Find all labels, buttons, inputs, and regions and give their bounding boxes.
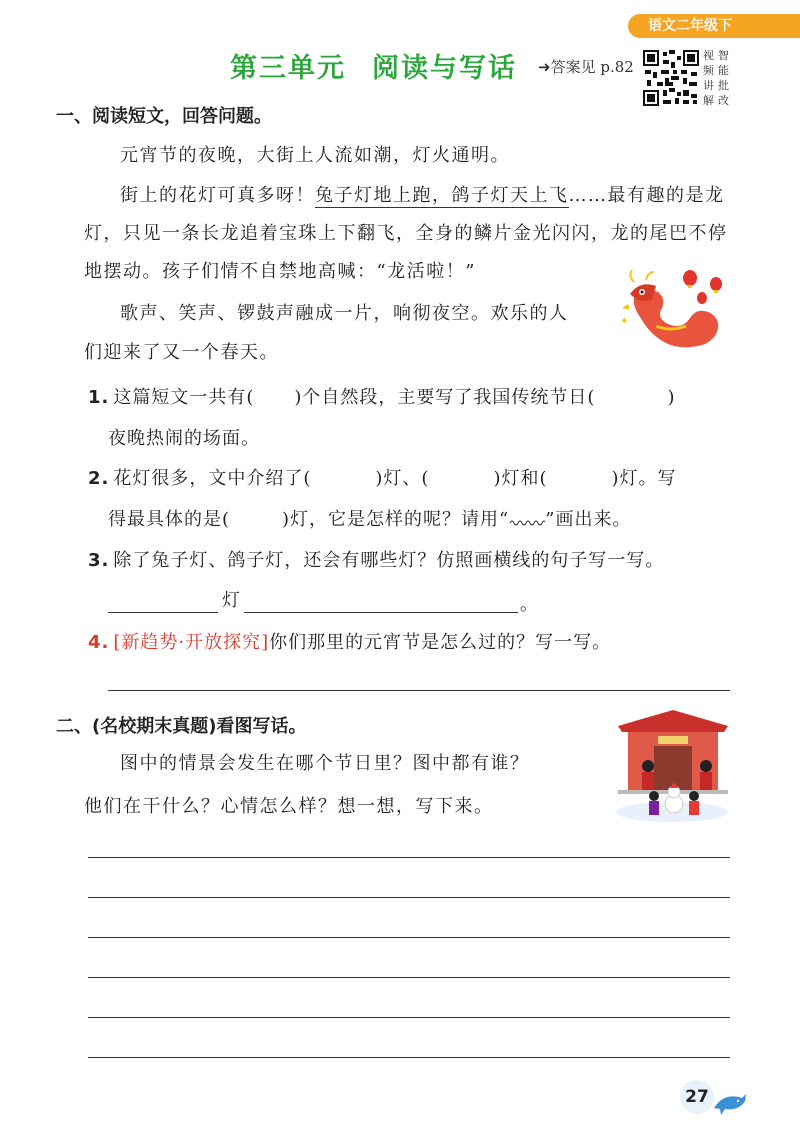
section1-heading: 一、阅读短文，回答问题。 xyxy=(56,106,272,127)
writing-line-6[interactable] xyxy=(88,1057,730,1058)
arrow-right-icon: ➜ xyxy=(538,58,551,76)
passage-paragraph-2: 街上的花灯可真多呀！兔子灯地上跑，鸽子灯天上飞……最有趣的是龙灯，只见一条长龙追着宝珠上下翻飞，全身的鳞片金光闪闪，龙的尾巴不停地摆动。孩子们情不自禁地高喊：“龙活啦！” xyxy=(84,185,728,282)
page-number: 27 xyxy=(680,1080,714,1114)
question-2: 2. 花灯很多，文中介绍了( )灯、( )灯和( )灯。写 xyxy=(88,468,677,489)
question-4: 4. [新趋势·开放探究]你们那里的元宵节是怎么过的？写一写。 xyxy=(88,632,612,653)
qr-code-icon[interactable] xyxy=(643,50,699,106)
writing-line-3[interactable] xyxy=(88,937,730,938)
passage-paragraph-3: 歌声、笑声、锣鼓声融成一片，响彻夜空。欢乐的人 xyxy=(120,303,569,324)
open-inquiry-tag: [新趋势·开放探究] xyxy=(113,632,270,653)
q3-answer-line-2[interactable] xyxy=(244,612,518,613)
svg-text:✦: ✦ xyxy=(620,316,629,327)
answer-reference: ➜答案见 p.82 xyxy=(538,58,634,76)
writing-prompt-1: 图中的情景会发生在哪个节日里？图中都有谁？ xyxy=(120,753,530,774)
writing-line-4[interactable] xyxy=(88,977,730,978)
q3-lamp-label: 灯 xyxy=(222,590,241,611)
passage-paragraph-1: 元宵节的夜晚，大街上人流如潮，灯火通明。 xyxy=(120,145,510,166)
unit-title: 第三单元 xyxy=(230,53,346,84)
writing-line-5[interactable] xyxy=(88,1017,730,1018)
wavy-line-icon xyxy=(509,517,545,527)
question-2-cont: 得最具体的是( )灯，它是怎样的呢？请用“ ”画出来。 xyxy=(108,509,632,530)
passage-paragraph-3-cont: 们迎来了又一个春天。 xyxy=(84,342,279,363)
question-3: 3. 除了兔子灯、鸽子灯，还会有哪些灯？仿照画横线的句子写一写。 xyxy=(88,550,665,571)
underlined-sentence: 兔子灯地上跑，鸽子灯天上飞 xyxy=(315,185,569,206)
question-1: 1. 这篇短文一共有( )个自然段，主要写了我国传统节日( ) xyxy=(88,387,676,408)
writing-prompt-2: 他们在干什么？心情怎么样？想一想，写下来。 xyxy=(84,796,494,817)
page-title xyxy=(230,46,517,85)
q3-answer-line-1[interactable] xyxy=(108,612,218,613)
spring-festival-illustration xyxy=(614,706,732,826)
question-1-cont: 夜晚热闹的场面。 xyxy=(108,428,260,449)
writing-line-2[interactable] xyxy=(88,897,730,898)
dragon-lantern-illustration xyxy=(616,268,738,360)
unit-subtitle: 阅读与写话 xyxy=(372,53,517,84)
q4-answer-line[interactable] xyxy=(108,690,730,691)
writing-line-1[interactable] xyxy=(88,857,730,858)
dolphin-icon xyxy=(712,1090,748,1116)
qr-caption: 视 智 频 能 讲 批 解 改 xyxy=(703,49,729,107)
grade-tag: 语文二年级下 xyxy=(628,14,800,38)
q3-period: 。 xyxy=(520,594,539,615)
section2-heading: 二、(名校期末真题)看图写话。 xyxy=(56,716,307,737)
